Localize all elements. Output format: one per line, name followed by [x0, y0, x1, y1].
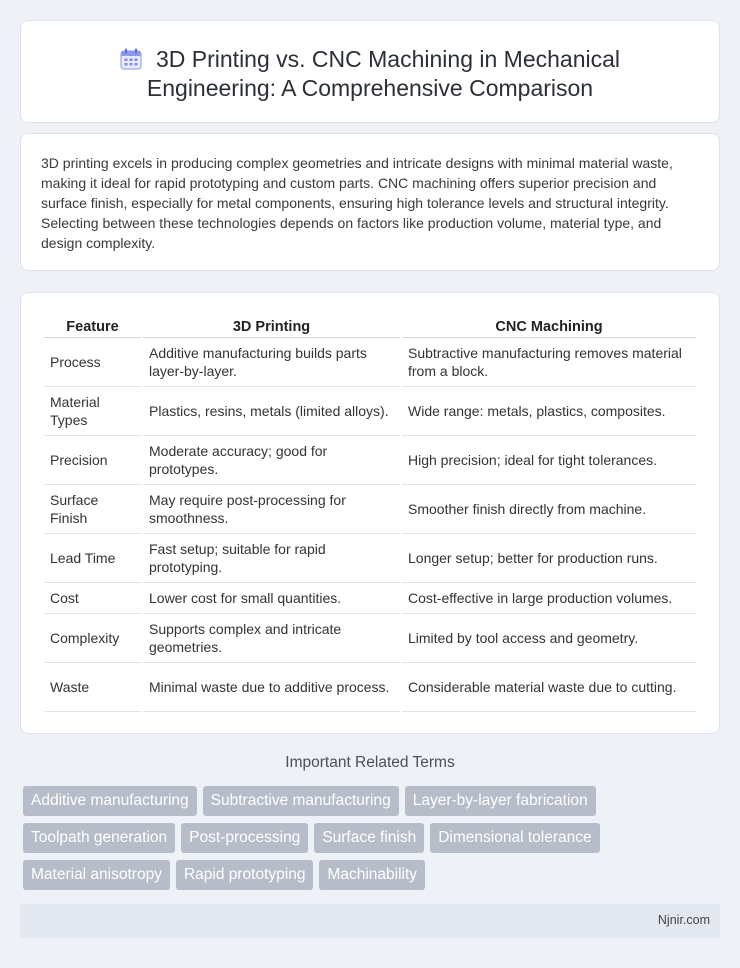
related-terms-list	[23, 786, 723, 897]
page-title	[21, 45, 719, 103]
feature-cell: Process	[44, 338, 141, 387]
3d-printing-cell: Plastics, resins, metals (limited alloys).	[143, 387, 400, 436]
cnc-cell: Limited by tool access and geometry.	[402, 614, 696, 663]
footer-site-link[interactable]: Njnir.com	[657, 913, 710, 927]
table-row	[44, 436, 696, 485]
page-title-text: 3D Printing vs. CNC Machining in Mechanical Engineering: A Comprehensive Comparison	[146, 46, 621, 101]
table-row	[44, 583, 696, 614]
table-row	[44, 614, 696, 663]
feature-cell: Waste	[44, 663, 141, 712]
cnc-cell: Smoother finish directly from machine.	[402, 485, 696, 534]
cnc-cell: Longer setup; better for production runs.	[402, 534, 696, 583]
comparison-table	[42, 312, 698, 712]
term-tag[interactable]: Surface finish	[314, 823, 424, 853]
term-tag[interactable]: Subtractive manufacturing	[203, 786, 399, 816]
related-terms-heading: Important Related Terms	[285, 754, 455, 771]
3d-printing-cell: May require post-processing for smoothness.	[143, 485, 400, 534]
3d-printing-cell: Moderate accuracy; good for prototypes.	[143, 436, 400, 485]
feature-cell: Surface Finish	[44, 485, 141, 534]
cnc-cell: Cost-effective in large production volumes.	[402, 583, 696, 614]
title-card	[20, 20, 720, 123]
3d-printing-cell: Additive manufacturing builds parts layer-by-layer.	[143, 338, 400, 387]
term-tag[interactable]: Layer-by-layer fabrication	[405, 786, 596, 816]
cnc-cell: Subtractive manufacturing removes material from a block.	[402, 338, 696, 387]
term-tag[interactable]: Toolpath generation	[23, 823, 175, 853]
term-tag[interactable]: Post-processing	[181, 823, 308, 853]
column-header-feature: Feature	[44, 312, 141, 338]
3d-printing-cell: Minimal waste due to additive process.	[143, 663, 400, 712]
feature-cell: Cost	[44, 583, 141, 614]
cnc-cell: High precision; ideal for tight tolerances.	[402, 436, 696, 485]
term-tag[interactable]: Machinability	[319, 860, 425, 890]
term-tag[interactable]: Material anisotropy	[23, 860, 170, 890]
feature-cell: Lead Time	[44, 534, 141, 583]
table-header-row	[44, 312, 696, 338]
footer	[20, 904, 720, 938]
term-tag[interactable]: Rapid prototyping	[176, 860, 314, 890]
term-tag[interactable]: Dimensional tolerance	[430, 823, 599, 853]
column-header-3d-printing: 3D Printing	[143, 312, 400, 338]
feature-cell: Complexity	[44, 614, 141, 663]
calendar-icon	[120, 48, 142, 70]
table-row	[44, 338, 696, 387]
3d-printing-cell: Supports complex and intricate geometries.	[143, 614, 400, 663]
cnc-cell: Wide range: metals, plastics, composites.	[402, 387, 696, 436]
table-row	[44, 387, 696, 436]
feature-cell: Material Types	[44, 387, 141, 436]
feature-cell: Precision	[44, 436, 141, 485]
intro-card	[20, 133, 720, 271]
column-header-cnc-machining: CNC Machining	[402, 312, 696, 338]
cnc-cell: Considerable material waste due to cutting.	[402, 663, 696, 712]
table-row	[44, 534, 696, 583]
term-tag[interactable]: Additive manufacturing	[23, 786, 197, 816]
3d-printing-cell: Fast setup; suitable for rapid prototyping.	[143, 534, 400, 583]
comparison-card	[20, 292, 720, 734]
3d-printing-cell: Lower cost for small quantities.	[143, 583, 400, 614]
intro-paragraph: 3D printing excels in producing complex geometries and intricate designs with minimal material waste, making it ideal for rapid prototyping and custom parts. CNC machining offers superior precision and surface finish, especially for metal components, ensuring high tolerance levels and structural integrity. Selecting between these technologies depends on factors like production volume, material type, and design complexity.	[41, 155, 673, 251]
table-row	[44, 485, 696, 534]
table-row	[44, 663, 696, 712]
